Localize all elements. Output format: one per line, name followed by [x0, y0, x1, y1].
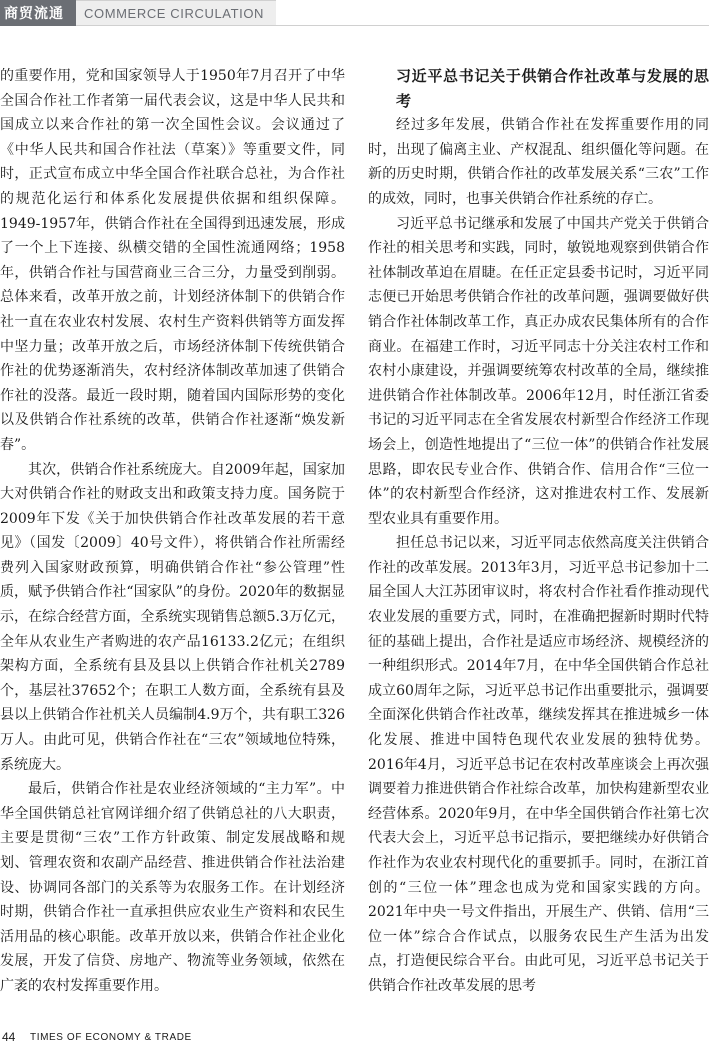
page-footer	[0, 1026, 709, 1048]
section-title: 习近平总书记关于供销合作社改革与发展的思考	[396, 67, 709, 110]
body-paragraph: 经过多年发展，供销合作社在发挥重要作用的同时，出现了偏离主业、产权混乱、组织僵化等问题。在新的历史时期，供销合作社的改革发展关系“三农”工作的成效，同时，也事关供销合作社系统的存亡。	[368, 117, 709, 207]
left-column	[0, 64, 345, 1026]
body-paragraph: 习近平总书记继承和发展了中国共产党关于供销合作社的相关思考和实践，同时，敏锐地观察到供销合作社体制改革迫在眉睫。在任正定县委书记时，习近平同志便已开始思考供销合作社的改革问题，强调要做好供销合作社体制改革工作，真正办成农民集体所有的合作商业。在福建工作时，习近平同志十分关注农村工作和农村小康建设，并强调要统筹农村改革的全局，继续推进供销合作社体制改革。2006年12月，时任浙江省委书记的习近平同志在全省发展农村新型合作经济工作现场会上，创造性地提出了“三位一体”的供销合作社发展思路，即农民专业合作、供销合作、信用合作“三位一体”的农村新型合作经济，这对推进农村工作、发展新型农业具有重要作用。	[368, 215, 709, 527]
body-paragraph: 最后，供销合作社是农业经济领域的“主力军”。中华全国供销总社官网详细介绍了供销总社的八大职责，主要是贯彻“三农”工作方针政策、制定发展战略和规划、管理农资和农副产品经营、推进供销合作社法治建设、协调同各部门的关系等为农服务工作。在计划经济时期，供销合作社一直承担供应农业生产资料和农民生活用品的核心职能。改革开放以来，供销合作社企业化发展，开发了信贷、房地产、物流等业务领域，依然在广袤的农村发挥重要作用。	[0, 781, 345, 994]
page-number: 44	[2, 1030, 16, 1044]
body-paragraph: 其次，供销合作社系统庞大。自2009年起，国家加大对供销合作社的财政支出和政策支持力度。国务院于2009年下发《关于加快供销合作社改革发展的若干意见》（国发〔2009〕40号文件），将供销合作社所需经费列入国家财政预算，明确供销合作社“参公管理”性质，赋予供销合作社“国家队”的身份。2020年的数据显示，在综合经营方面，全系统实现销售总额5.3万亿元，全年从农业生产者购进的农产品16133.2亿元；在组织架构方面，全系统有县及县以上供销合作社机关2789个，基层社37652个；在职工人数方面，全系统有县及县以上供销合作社机关人员编制4.9万个，共有职工326万人。由此可见，供销合作社在“三农”领域地位特殊，系统庞大。	[0, 461, 345, 773]
right-column	[368, 64, 709, 1026]
section-label-cn: 商贸流通	[0, 0, 76, 26]
page-header	[0, 0, 709, 26]
journal-name: TIMES OF ECONOMY & TRADE	[30, 1031, 192, 1043]
body-paragraph: 担任总书记以来，习近平同志依然高度关注供销合作社的改革发展。2013年3月，习近平总书记参加十二届全国人大江苏团审议时，将农村合作社看作推动现代农业发展的重要方式，同时，在准确把握新时期时代特征的基础上提出，合作社是适应市场经济、规模经济的一种组织形式。2014年7月，在中华全国供销合作总社成立60周年之际，习近平总书记作出重要批示，强调要全面深化供销合作社改革，继续发挥其在推进城乡一体化发展、推进中国特色现代农业发展的独特优势。2016年4月，习近平总书记在农村改革座谈会上再次强调要着力推进供销合作社综合改革，加快构建新型农业经营体系。2020年9月，在中华全国供销合作社第七次代表大会上，习近平总书记指示，要把继续办好供销合作社作为农业农村现代化的重要抓手。同时，在浙江首创的“三位一体”理念也成为党和国家实践的方向。2021年中央一号文件指出，开展生产、供销、信用“三位一体”综合合作试点，以服务农民生产生活为出发点，打造便民综合平台。由此可见，习近平总书记关于供销合作社改革发展的思考	[368, 535, 709, 994]
section-label-en: COMMERCE CIRCULATION	[76, 0, 276, 26]
body-paragraph: 的重要作用，党和国家领导人于1950年7月召开了中华全国合作社工作者第一届代表会议，这是中华人民共和国成立以来合作社的第一次全国性会议。会议通过了《中华人民共和国合作社法（草案）》等重要文件，同时，正式宣布成立中华全国合作社联合总社，为合作社的规范化运行和体系化发展提供依据和组织保障。1949-1957年，供销合作社在全国得到迅速发展，形成了一个上下连接、纵横交错的全国性流通网络；1958年，供销合作社与国营商业三合三分，力量受到削弱。总体来看，改革开放之前，计划经济体制下的供销合作社一直在农业农村发展、农村生产资料供销等方面发挥中坚力量；改革开放之后，市场经济体制下传统供销合作社的优势逐渐消失，农村经济体制改革加速了供销合作社的没落。最近一段时期，随着国内国际形势的变化以及供销合作社系统的改革，供销合作社逐渐“焕发新春”。	[0, 68, 345, 453]
header-rule	[276, 0, 709, 26]
